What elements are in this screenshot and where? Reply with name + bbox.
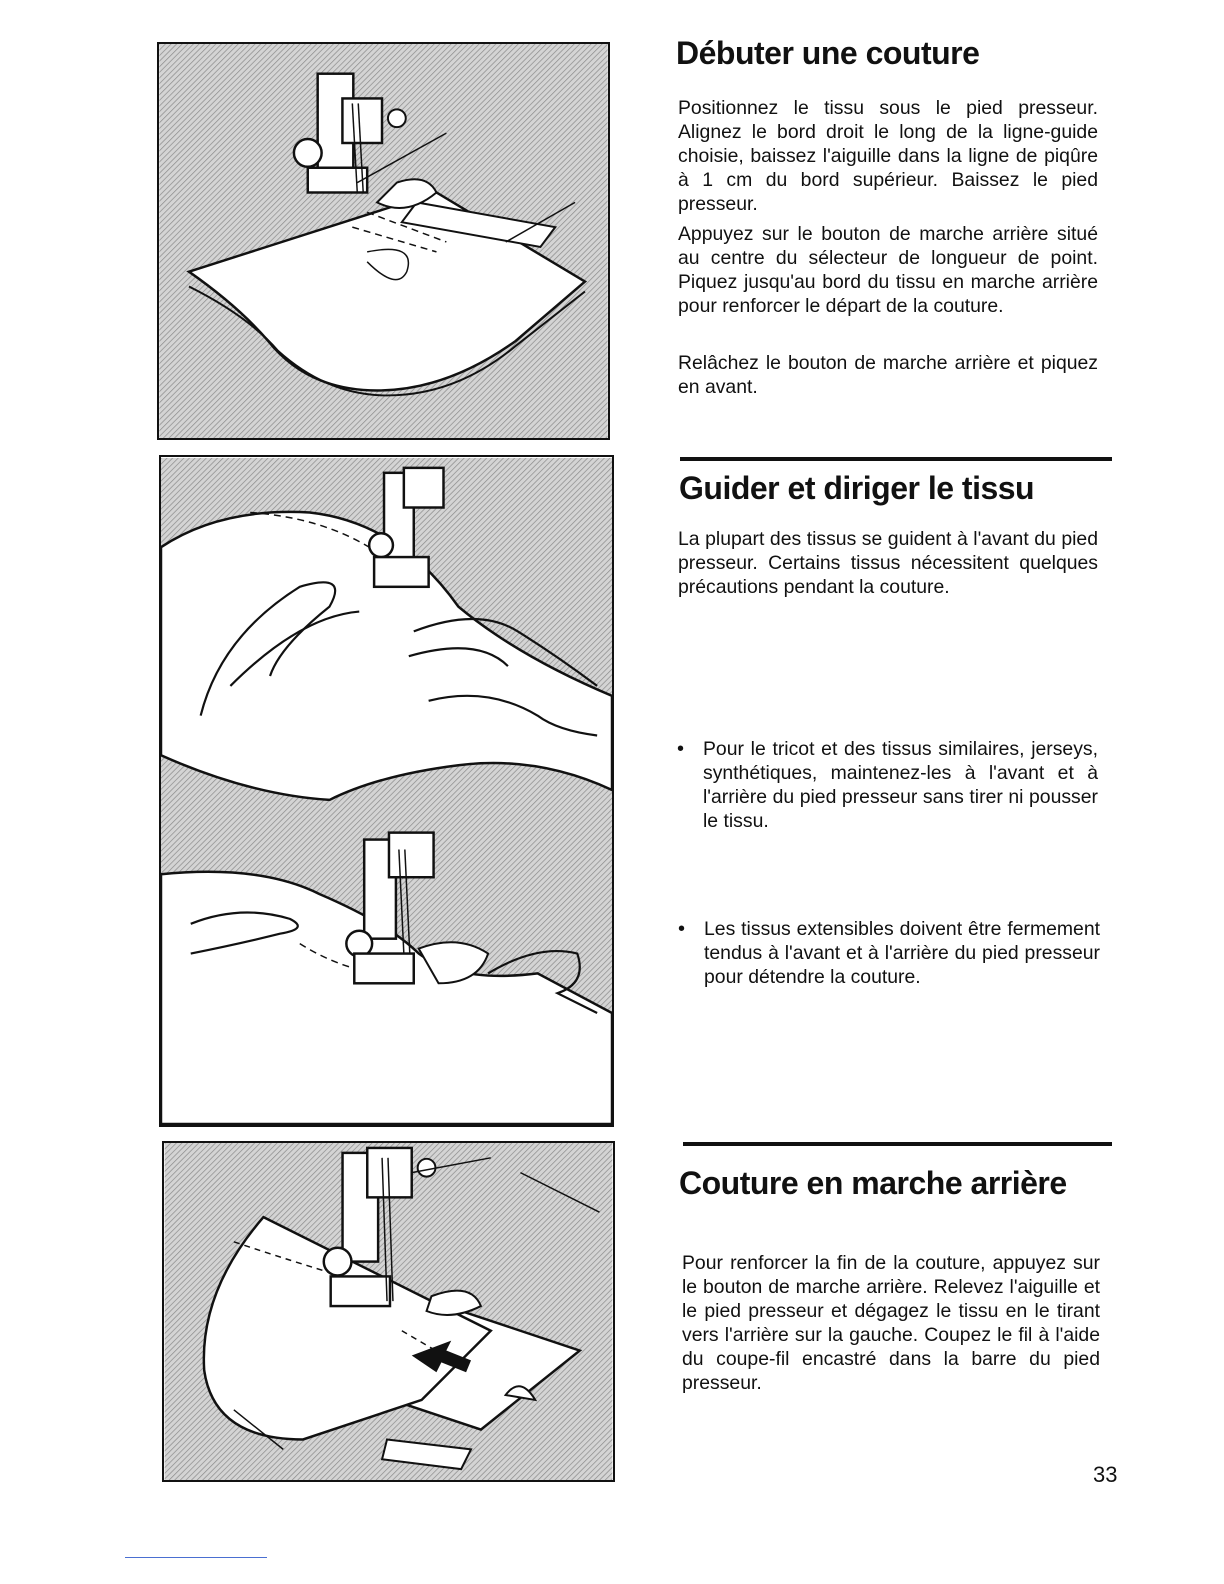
illustration-start-seam (157, 42, 610, 440)
guide-intro: La plupart des tissus se guident à l'avant du pied presseur. Certains tissus nécessitent quelques précautions pendant la couture. (678, 528, 1098, 598)
section-divider (683, 1142, 1112, 1146)
heading-guide-fabric: Guider et diriger le tissu (679, 470, 1035, 506)
bullet-text: Pour le tricot et des tissus similaires, jerseys, synthétiques, maintenez-les à l'avant et à l'arrière du pied presseur sans tirer ni pousser le tissu. (703, 738, 1098, 832)
heading-start-seam: Débuter une couture (676, 35, 980, 71)
heading-reverse-sewing: Couture en marche arrière (679, 1165, 1067, 1201)
reverse-sewing-drawing (164, 1143, 613, 1480)
page-number: 33 (1093, 1462, 1118, 1487)
sewing-machine-start-drawing (159, 44, 608, 438)
start-paragraph-1: Positionnez le tissu sous le pied presseur. Alignez le bord droit le long de la ligne-guide choisie, baissez l'aiguille dans la ligne de piqûre à 1 cm du bord supérieur. Baissez le pied presseur. (678, 97, 1098, 215)
reverse-paragraph: Pour renforcer la fin de la couture, appuyez sur le bouton de marche arrière. Relevez l'aiguille et le pied presseur et dégagez le tissu en le tirant vers l'arrière sur la gauche. Coupez le fil à l'aide du coupe-fil encastré dans la barre du pied presseur. (682, 1252, 1100, 1394)
illustration-guiding-fabric (159, 455, 614, 1127)
bullet-text: Les tissus extensibles doivent être fermement tendus à l'avant et à l'arrière du pied presseur pour détendre la couture. (704, 918, 1100, 988)
bullet-dot-icon: • (677, 738, 685, 760)
bullet-item (677, 737, 1098, 833)
illustration-reverse-sewing (162, 1141, 615, 1482)
start-paragraph-3: Relâchez le bouton de marche arrière et piquez en avant. (678, 352, 1098, 398)
hands-guiding-fabric-drawing (161, 457, 612, 1125)
section-divider (680, 457, 1112, 461)
bullet-dot-icon: • (678, 918, 686, 940)
start-paragraph-2: Appuyez sur le bouton de marche arrière situé au centre du sélecteur de longueur de point. Piquez jusqu'au bord du tissu en marche arrière pour renforcer le départ de la couture. (678, 223, 1098, 317)
scan-artifact-line (125, 1557, 267, 1558)
bullet-item (678, 917, 1100, 989)
